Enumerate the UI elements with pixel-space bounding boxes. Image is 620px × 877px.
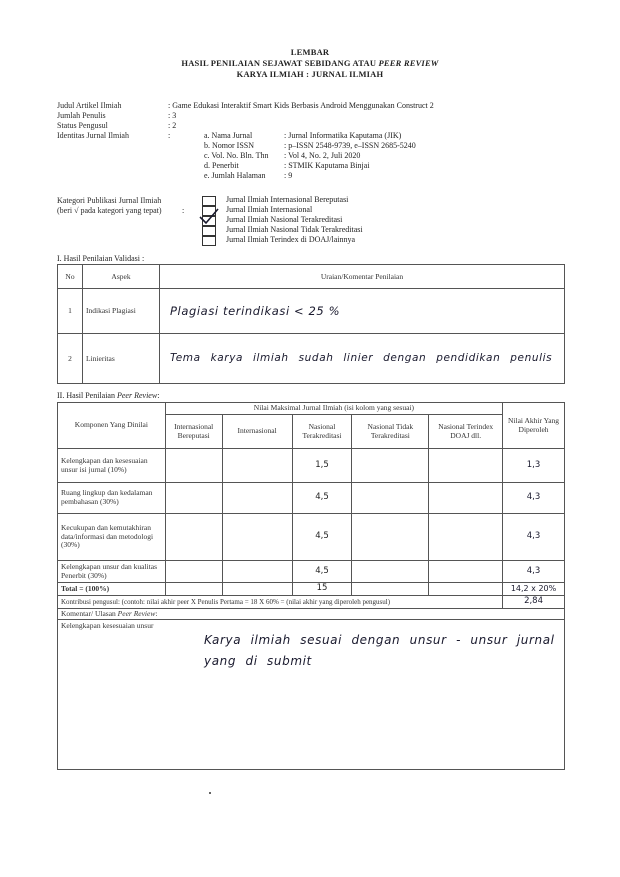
section2-title-text: II. Hasil Penilaian xyxy=(57,391,117,400)
field-volume-label: c. Vol. No. Bln. Thn xyxy=(204,151,269,160)
field-halaman-value: : 9 xyxy=(284,171,293,180)
validasi-row-no: 1 xyxy=(58,289,83,334)
validasi-row-komentar: Tema karya ilmiah sudah linier dengan pendidikan penulis xyxy=(160,334,565,384)
kategori-option-internasional: Jurnal Ilmiah Internasional xyxy=(226,205,313,214)
doc-title-lembar: LEMBAR xyxy=(290,47,330,57)
doc-title-karya: KARYA ILMIAH : JURNAL ILMIAH xyxy=(236,69,384,79)
section2-title-colon: : xyxy=(157,391,160,400)
field-nama-jurnal-label: a. Nama Jurnal xyxy=(204,131,253,140)
table-row xyxy=(58,334,565,384)
total-akhir: 14,2 x 20% xyxy=(503,583,565,596)
table-row xyxy=(58,483,565,514)
kategori-option-nasional-tidak-terakreditasi: Jurnal Ilmiah Nasional Tidak Terakreditasi xyxy=(226,225,363,234)
identitas-jurnal-label: Identitas Jurnal Ilmiah xyxy=(57,131,129,140)
doc-title-main-italic: PEER REVIEW xyxy=(378,58,439,68)
komentar-body xyxy=(58,620,565,770)
kelengkapan-handwriting-line2: yang di submit xyxy=(204,654,312,669)
kategori-hint: (beri √ pada kategori yang tepat) xyxy=(57,206,162,215)
peer-review-table xyxy=(57,402,565,770)
table-row xyxy=(58,583,565,596)
nilai-akhir: 4,3 xyxy=(503,483,565,514)
field-volume-value: : Vol 4, No. 2, Juli 2020 xyxy=(284,151,361,160)
nilai-nasional-terakreditasi: 4,5 xyxy=(292,483,352,514)
field-issn-value: : p–ISSN 2548-9739, e–ISSN 2685-5240 xyxy=(284,141,416,150)
section2-title-italic: Peer Review xyxy=(116,391,158,400)
table-row xyxy=(58,595,565,608)
nilai-nasional-terakreditasi: 1,5 xyxy=(292,449,352,483)
jumlah-penulis-label: Jumlah Penulis xyxy=(57,111,106,120)
kategori-colon: : xyxy=(182,206,185,215)
nilai-akhir: 1,3 xyxy=(503,449,565,483)
field-nama-jurnal-value: : Jurnal Informatika Kaputama (JIK) xyxy=(284,131,402,140)
validasi-row-komentar: Plagiasi terindikasi < 25 % xyxy=(160,289,565,334)
komentar-header-text: Komentar/ Ulasan xyxy=(61,608,118,618)
status-pengusul-value: : 2 xyxy=(168,121,177,130)
subheader-doaj: Nasional Terindex DOAJ dll. xyxy=(429,415,503,449)
scan-dot xyxy=(209,792,211,794)
table-row xyxy=(58,561,565,583)
komponen-label: Kelengkapan dan kesesuaian unsur isi jurnal (10%) xyxy=(58,449,166,483)
validasi-header-komentar: Uraian/Komentar Penilaian xyxy=(160,265,565,289)
kategori-label: Kategori Publikasi Jurnal Ilmiah xyxy=(57,196,162,205)
header-nilai-maksimal: Nilai Maksimal Jurnal Ilmiah (isi kolom yang sesuai) xyxy=(165,403,502,415)
validasi-row-no: 2 xyxy=(58,334,83,384)
doc-title-main-text: HASIL PENILAIAN SEJAWAT SEBIDANG ATAU xyxy=(181,58,379,68)
field-penerbit-label: d. Penerbit xyxy=(204,161,239,170)
header-nilai-akhir: Nilai Akhir Yang Diperoleh xyxy=(503,403,565,449)
table-row xyxy=(58,449,565,483)
doc-title-main xyxy=(0,58,620,69)
validasi-table xyxy=(57,264,565,384)
judul-label: Judul Artikel Ilmiah xyxy=(57,101,122,110)
table-row xyxy=(58,289,565,334)
nilai-akhir: 4,3 xyxy=(503,514,565,561)
validasi-row-aspek: Linieritas xyxy=(83,334,160,384)
nilai-nasional-terakreditasi: 4,5 xyxy=(292,514,352,561)
section2-title xyxy=(57,391,159,401)
field-penerbit-value: : STMIK Kaputama Binjai xyxy=(284,161,370,170)
check-mark-icon xyxy=(198,208,220,226)
nilai-akhir: 4,3 xyxy=(503,561,565,583)
kontribusi-label: Kontribusi pengusul: (contoh: nilai akhir peer X Penulis Pertama = 18 X 60% = (nilai akhir yang diperoleh pengusul) xyxy=(58,595,503,608)
kategori-option-nasional-terakreditasi: Jurnal Ilmiah Nasional Terakreditasi xyxy=(226,215,343,224)
komentar-header-colon: : xyxy=(155,608,158,618)
komponen-label: Ruang lingkup dan kedalaman pembahasan (30%) xyxy=(58,483,166,514)
nilai-nasional-terakreditasi: 4,5 xyxy=(292,561,352,583)
kategori-checkbox-doaj[interactable] xyxy=(202,236,216,246)
validasi-header-aspek: Aspek xyxy=(83,265,160,289)
validasi-header-no: No xyxy=(58,265,83,289)
kategori-checkbox-nasional-tidak-terakreditasi[interactable] xyxy=(202,226,216,236)
subheader-internasional: Internasional xyxy=(222,415,292,449)
komponen-label: Kecukupan dan kemutakhiran data/informasi dan metodologi (30%) xyxy=(58,514,166,561)
subheader-nasional-terakreditasi: Nasional Terakreditasi xyxy=(292,415,352,449)
table-row xyxy=(58,514,565,561)
validasi-row-aspek: Indikasi Plagiasi xyxy=(83,289,160,334)
status-pengusul-label: Status Pengusul xyxy=(57,121,108,130)
identitas-jurnal-colon: : xyxy=(168,131,171,140)
komentar-header xyxy=(58,608,565,620)
kategori-option-internasional-bereputasi: Jurnal Ilmiah Internasional Bereputasi xyxy=(226,195,349,204)
field-halaman-label: e. Jumlah Halaman xyxy=(204,171,266,180)
subheader-nasional-tidak-terakreditasi: Nasional Tidak Terakreditasi xyxy=(352,415,429,449)
kategori-checkbox-internasional-bereputasi[interactable] xyxy=(202,196,216,206)
kontribusi-value: 2,84 xyxy=(503,595,565,608)
judul-value: : Game Edukasi Interaktif Smart Kids Berbasis Android Menggunakan Construct 2 xyxy=(168,101,434,110)
total-label: Total = (100%) xyxy=(58,583,166,596)
jumlah-penulis-value: : 3 xyxy=(168,111,177,120)
kelengkapan-handwriting-line1: Karya ilmiah sesuai dengan unsur - unsur jurnal xyxy=(204,633,555,648)
header-komponen: Komponen Yang Dinilai xyxy=(58,403,166,449)
total-value: 15 xyxy=(292,583,352,596)
komentar-header-italic: Peer Review xyxy=(117,608,156,618)
section1-title: I. Hasil Penilaian Validasi : xyxy=(57,254,145,263)
kategori-option-doaj: Jurnal Ilmiah Terindex di DOAJ/lainnya xyxy=(226,235,356,244)
subheader-internasional-bereputasi: Internasional Bereputasi xyxy=(165,415,222,449)
komponen-label: Kelengkapan unsur dan kualitas Penerbit (30%) xyxy=(58,561,166,583)
field-issn-label: b. Nomor ISSN xyxy=(204,141,255,150)
kelengkapan-label: Kelengkapan kesesuaian unsur xyxy=(61,621,154,631)
